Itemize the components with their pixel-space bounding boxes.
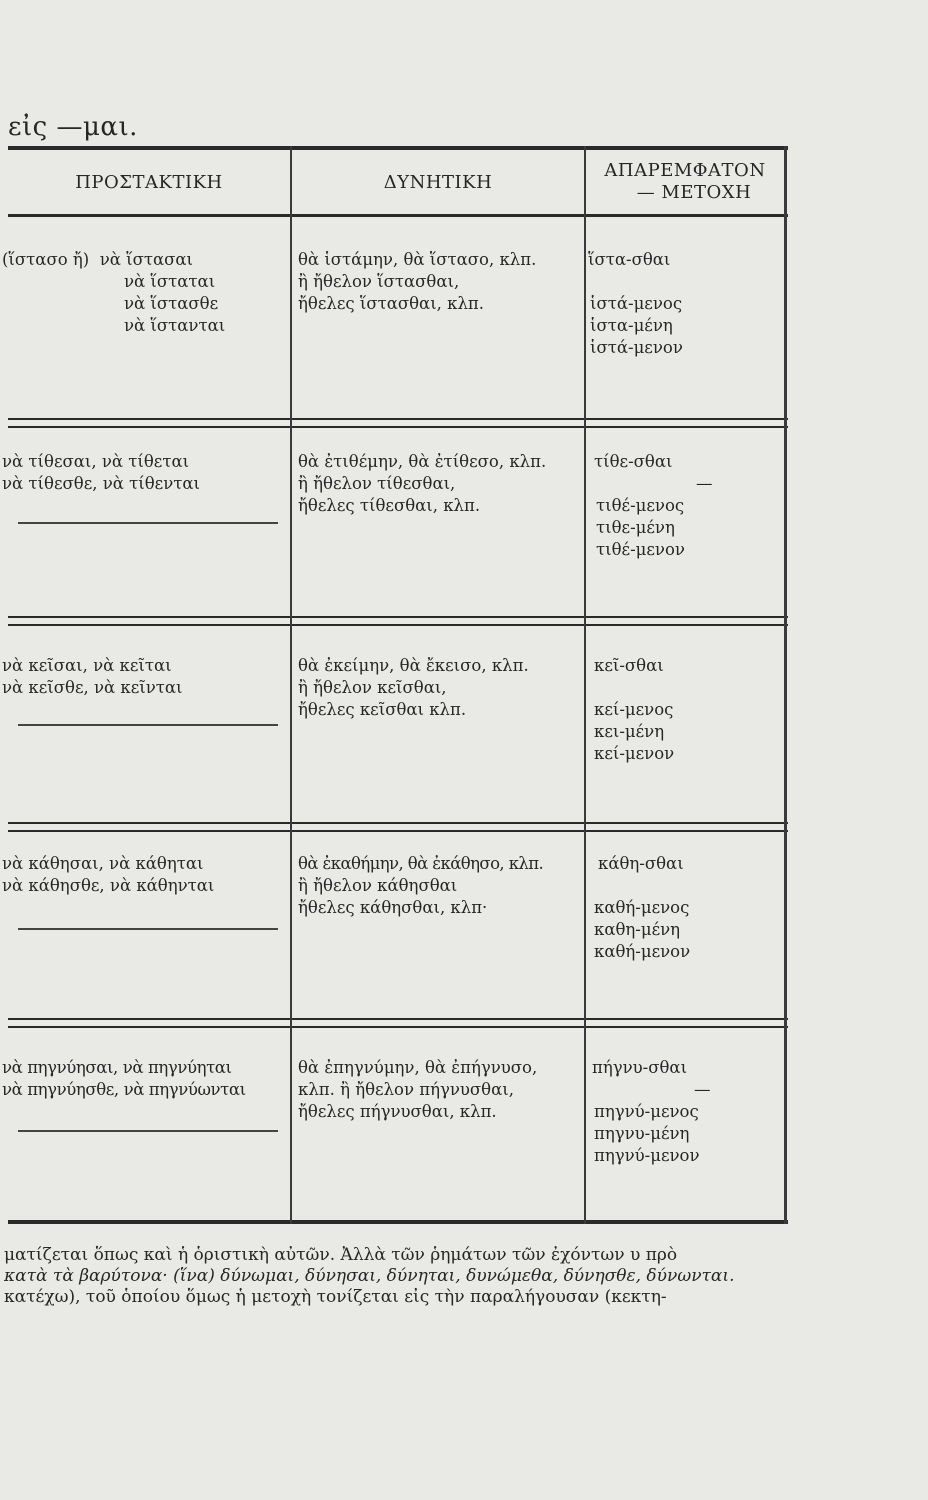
- body-text-line: κατέχω), τοῦ ὁποίου ὅμως ἡ μετοχὴ τονίζεται εἰς τὴν παραλήγουσαν (κεκτη-: [4, 1287, 667, 1307]
- imperative-rule: [18, 724, 278, 726]
- imperative-form: νὰ πηγνύησαι, νὰ πηγνύηται: [2, 1058, 232, 1077]
- group-rule-2b: [8, 624, 788, 626]
- potential-form: ἤθελες κάθησθαι, κλπ·: [298, 898, 488, 917]
- infinitive-form: κεί-μενον: [594, 744, 675, 763]
- infinitive-form: τιθέ-μενος: [596, 496, 685, 515]
- potential-form: ἤθελες πήγνυσθαι, κλπ.: [298, 1102, 497, 1121]
- group-rule-3b: [8, 830, 788, 832]
- infinitive-form: πηγνύ-μενος: [594, 1102, 699, 1121]
- imperative-form: νὰ κάθησθε, νὰ κάθηνται: [2, 876, 215, 895]
- group-rule-1b: [8, 426, 788, 428]
- infinitive-form: ἱστα-μένη: [590, 316, 673, 335]
- infinitive-form: κεῖ-σθαι: [594, 656, 664, 675]
- imperative-form: (ἵστασο ἤ) νὰ ἵστασαι: [2, 250, 193, 269]
- body-text-line: ματίζεται ὅπως καὶ ἡ ὁριστικὴ αὐτῶν. Ἀλλὰ τῶν ῥημάτων τῶν ἐχόντων υ πρὸ: [4, 1245, 678, 1265]
- infinitive-form: ἱστά-μενον: [590, 338, 683, 357]
- table-bottom-rule: [8, 1220, 788, 1224]
- infinitive-form: —: [694, 1080, 711, 1099]
- header-infinitive: [586, 160, 784, 204]
- imperative-rule: [18, 522, 278, 524]
- column-divider-1: [290, 146, 292, 1224]
- body-text-line: κατὰ τὰ βαρύτονα· (ἵνα) δύνωμαι, δύνησαι, δύνηται, δυνώμεθα, δύνησθε, δύνωνται.: [4, 1266, 735, 1286]
- header-potential: ΔΥΝΗΤΙΚΗ: [383, 172, 493, 193]
- infinitive-form: καθή-μενος: [594, 898, 690, 917]
- group-rule-2: [8, 616, 788, 618]
- imperative-form: νὰ κεῖσθε, νὰ κεῖνται: [2, 678, 183, 697]
- header-infinitive-line1: ΑΠΑΡΕΜΦΑΤΟΝ: [604, 160, 766, 181]
- potential-form: θὰ ἱστάμην, θὰ ἵστασο, κλπ.: [298, 250, 537, 269]
- infinitive-form: καθή-μενον: [594, 942, 691, 961]
- imperative-form: νὰ ἵστασθε: [124, 294, 219, 313]
- potential-form: ἢ ἤθελον κεῖσθαι,: [298, 678, 447, 697]
- infinitive-form: κεί-μενος: [594, 700, 674, 719]
- imperative-form: νὰ κεῖσαι, νὰ κεῖται: [2, 656, 172, 675]
- potential-form: κλπ. ἢ ἤθελον πήγνυσθαι,: [298, 1080, 514, 1099]
- infinitive-form: καθη-μένη: [594, 920, 681, 939]
- infinitive-form: ἵστα-σθαι: [588, 250, 671, 269]
- imperative-form: νὰ πηγνύησθε, νὰ πηγνύωνται: [2, 1080, 246, 1099]
- infinitive-form: κάθη-σθαι: [598, 854, 684, 873]
- header-imperative: ΠΡΟΣΤΑΚΤΙΚΗ: [75, 172, 223, 193]
- potential-form: ἢ ἤθελον ἵστασθαι,: [298, 272, 460, 291]
- imperative-form: νὰ τίθεσθε, νὰ τίθενται: [2, 474, 200, 493]
- infinitive-form: τίθε-σθαι: [594, 452, 673, 471]
- potential-form: θὰ ἐκείμην, θὰ ἔκεισο, κλπ.: [298, 656, 529, 675]
- conjugation-table: [2, 146, 788, 1230]
- imperative-rule: [18, 928, 278, 930]
- potential-form: ἤθελες κεῖσθαι κλπ.: [298, 700, 467, 719]
- infinitive-form: κει-μένη: [594, 722, 665, 741]
- infinitive-form: τιθέ-μενον: [596, 540, 685, 559]
- column-divider-2: [584, 146, 586, 1224]
- header-infinitive-line2: — ΜΕΤΟΧΗ: [636, 182, 752, 203]
- potential-form: θὰ ἐτιθέμην, θὰ ἐτίθεσο, κλπ.: [298, 452, 547, 471]
- group-rule-1: [8, 418, 788, 420]
- group-rule-4: [8, 1018, 788, 1020]
- potential-form: θὰ ἐπηγνύμην, θὰ ἐπήγνυσο,: [298, 1058, 538, 1077]
- table-right-edge: [784, 146, 787, 1224]
- infinitive-form: τιθε-μένη: [596, 518, 675, 537]
- infinitive-form: πήγνυ-σθαι: [592, 1058, 688, 1077]
- potential-form: ἤθελες ἵστασθαι, κλπ.: [298, 294, 485, 313]
- header-bottom-rule: [8, 214, 788, 217]
- infinitive-form: πηγνυ-μένη: [594, 1124, 690, 1143]
- group-rule-4b: [8, 1026, 788, 1028]
- potential-form: ἤθελες τίθεσθαι, κλπ.: [298, 496, 481, 515]
- table-top-rule: [8, 146, 788, 150]
- imperative-form: νὰ ἵσταται: [124, 272, 216, 291]
- group-rule-3: [8, 822, 788, 824]
- imperative-rule: [18, 1130, 278, 1132]
- potential-form: ἢ ἤθελον κάθησθαι: [298, 876, 458, 895]
- infinitive-form: πηγνύ-μενον: [594, 1146, 700, 1165]
- imperative-form: νὰ ἵστανται: [124, 316, 226, 335]
- page-heading: εἰς —μαι.: [8, 112, 138, 142]
- infinitive-form: ἱστά-μενος: [590, 294, 683, 313]
- imperative-form: νὰ τίθεσαι, νὰ τίθεται: [2, 452, 190, 471]
- potential-form: θὰ ἐκαθήμην, θὰ ἐκάθησο, κλπ.: [298, 854, 544, 873]
- potential-form: ἢ ἤθελον τίθεσθαι,: [298, 474, 456, 493]
- infinitive-form: —: [696, 474, 713, 493]
- imperative-form: νὰ κάθησαι, νὰ κάθηται: [2, 854, 204, 873]
- body-text: [4, 1245, 924, 1308]
